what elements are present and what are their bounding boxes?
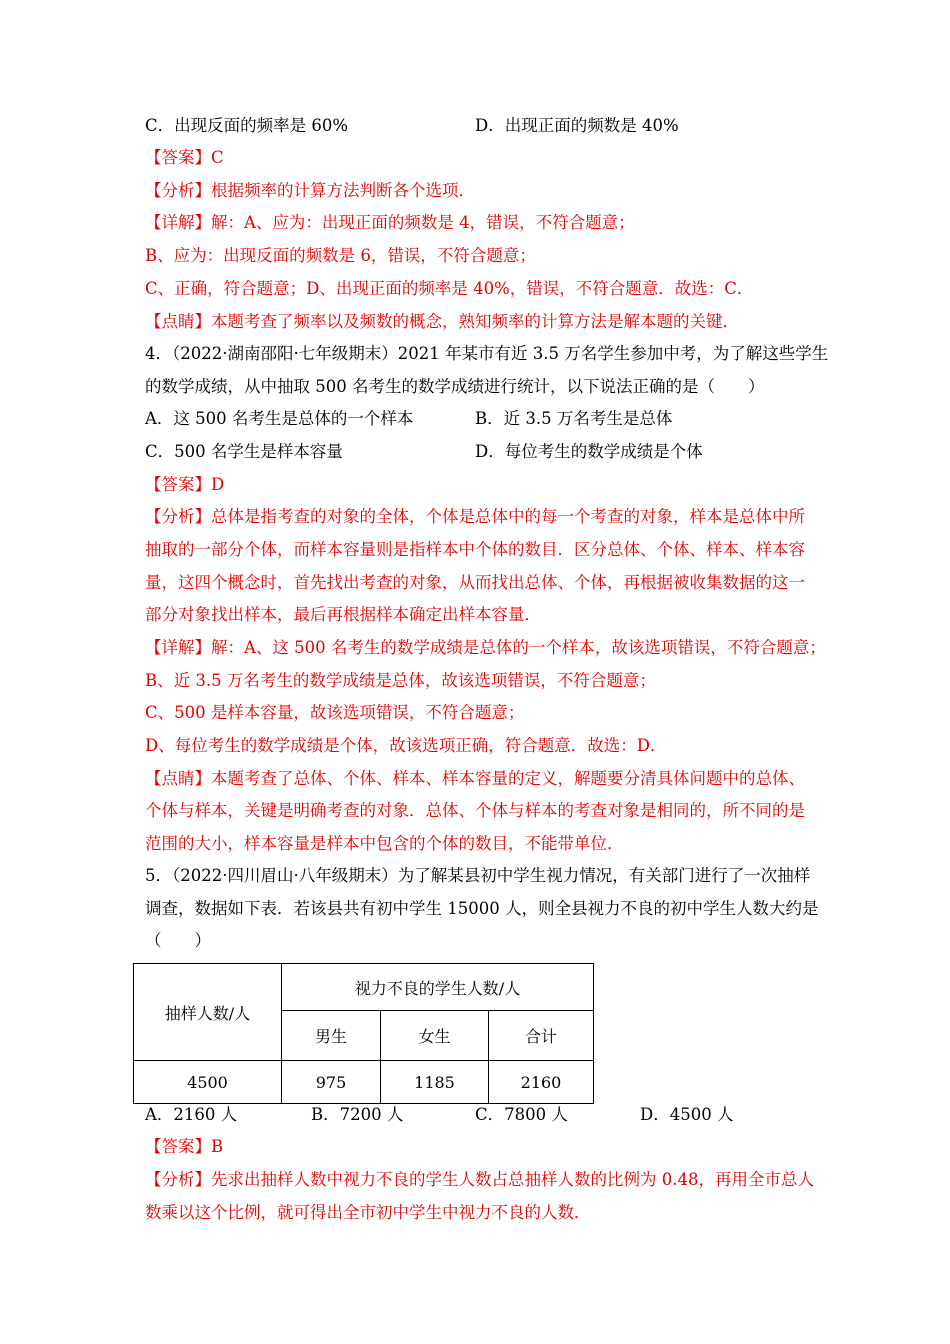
q4-option-a: A．这 500 名考生是总体的一个样本 [145,409,414,428]
q5-stem-line-3: （ ） [145,931,211,950]
q4-analysis-line-4: 部分对象找出样本，最后再根据样本确定出样本容量． [145,605,541,624]
cell-male: 975 [282,1061,381,1104]
q5-analysis-line-1: 【分析】先求出抽样人数中视力不良的学生人数占总抽样人数的比例为 0.48，再用全市总人 [145,1170,814,1189]
q4-stem-line-2: 的数学成绩，从中抽取 500 名考生的数学成绩进行统计，以下说法正确的是（ ） [145,377,765,396]
q4-stem-line-1: 4．（2022·湖南邵阳·七年级期末）2021 年某市有近 3.5 万名学生参加中考，为了解这些学生 [145,344,829,363]
q5-data-table [133,963,594,1104]
q3-comment: 【点睛】本题考查了频率以及频数的概念，熟知频率的计算方法是解本题的关键． [145,312,739,331]
q3-detail-line-1: 【详解】解：A、应为：出现正面的频数是 4，错误，不符合题意； [145,213,635,232]
q3-detail-line-2: B、应为：出现反面的频数是 6，错误，不符合题意； [145,246,536,265]
header-female: 女生 [381,1011,489,1061]
q3-options-row [145,114,348,138]
header-sample-count: 抽样人数/人 [134,964,282,1061]
q4-answer: 【答案】D [145,475,225,494]
q4-detail-line-3: C、500 是样本容量，故该选项错误，不符合题意； [145,703,525,722]
q5-option-a: A．2160 人 [145,1105,238,1124]
q4-comment-line-3: 范围的大小，样本容量是样本中包含的个体的数目，不能带单位． [145,834,624,853]
q4-detail-line-2: B、近 3.5 万名考生的数学成绩是总体，故该选项错误，不符合题意； [145,671,656,690]
header-total: 合计 [489,1011,594,1061]
q3-detail-line-3: C、正确，符合题意；D、出现正面的频率是 40%，错误，不符合题意．故选：C． [145,279,754,298]
q4-analysis-line-1: 【分析】总体是指考查的对象的全体，个体是总体中的每一个考查的对象，样本是总体中所 [145,507,805,526]
q5-option-c: C．7800 人 [475,1105,568,1124]
q3-option-d: D．出现正面的频数是 40% [475,116,679,135]
q5-answer: 【答案】B [145,1137,224,1156]
q3-answer: 【答案】C [145,148,224,167]
q5-stem-line-2: 调查，数据如下表．若该县共有初中学生 15000 人，则全县视力不良的初中学生人数大约是 [145,899,819,918]
cell-total: 2160 [489,1061,594,1104]
q3-option-c: C．出现反面的频率是 60% [145,116,349,135]
q4-comment-line-2: 个体与样本，关键是明确考查的对象．总体、个体与样本的考查对象是相同的，所不同的是 [145,801,805,820]
header-male: 男生 [282,1011,381,1061]
q4-comment-line-1: 【点睛】本题考查了总体、个体、样本、样本容量的定义，解题要分清具体问题中的总体、 [145,769,805,788]
cell-female: 1185 [381,1061,489,1104]
q4-detail-line-1: 【详解】解：A、这 500 名考生的数学成绩是总体的一个样本，故该选项错误，不符合题意； [145,638,826,657]
cell-sample-count: 4500 [134,1061,282,1104]
q5-option-b: B．7200 人 [311,1105,404,1124]
q4-option-c: C．500 名学生是样本容量 [145,442,343,461]
q4-analysis-line-2: 抽取的一部分个体，而样本容量则是指样本中个体的数目．区分总体、个体、样本、样本容 [145,540,805,559]
header-poor-vision: 视力不良的学生人数/人 [282,964,594,1011]
q5-option-d: D．4500 人 [640,1105,734,1124]
q5-stem-line-1: 5．（2022·四川眉山·八年级期末）为了解某县初中学生视力情况，有关部门进行了一次抽样 [145,866,811,885]
q3-analysis: 【分析】根据频率的计算方法判断各个选项． [145,181,475,200]
q4-detail-line-4: D、每位考生的数学成绩是个体，故该选项正确，符合题意．故选：D． [145,736,667,755]
q4-analysis-line-3: 量，这四个概念时，首先找出考查的对象，从而找出总体、个体，再根据被收集数据的这一 [145,573,805,592]
q4-option-d: D．每位考生的数学成绩是个体 [475,442,703,461]
q4-option-b: B．近 3.5 万名考生是总体 [475,409,673,428]
q5-analysis-line-2: 数乘以这个比例，就可得出全市初中学生中视力不良的人数． [145,1203,591,1222]
